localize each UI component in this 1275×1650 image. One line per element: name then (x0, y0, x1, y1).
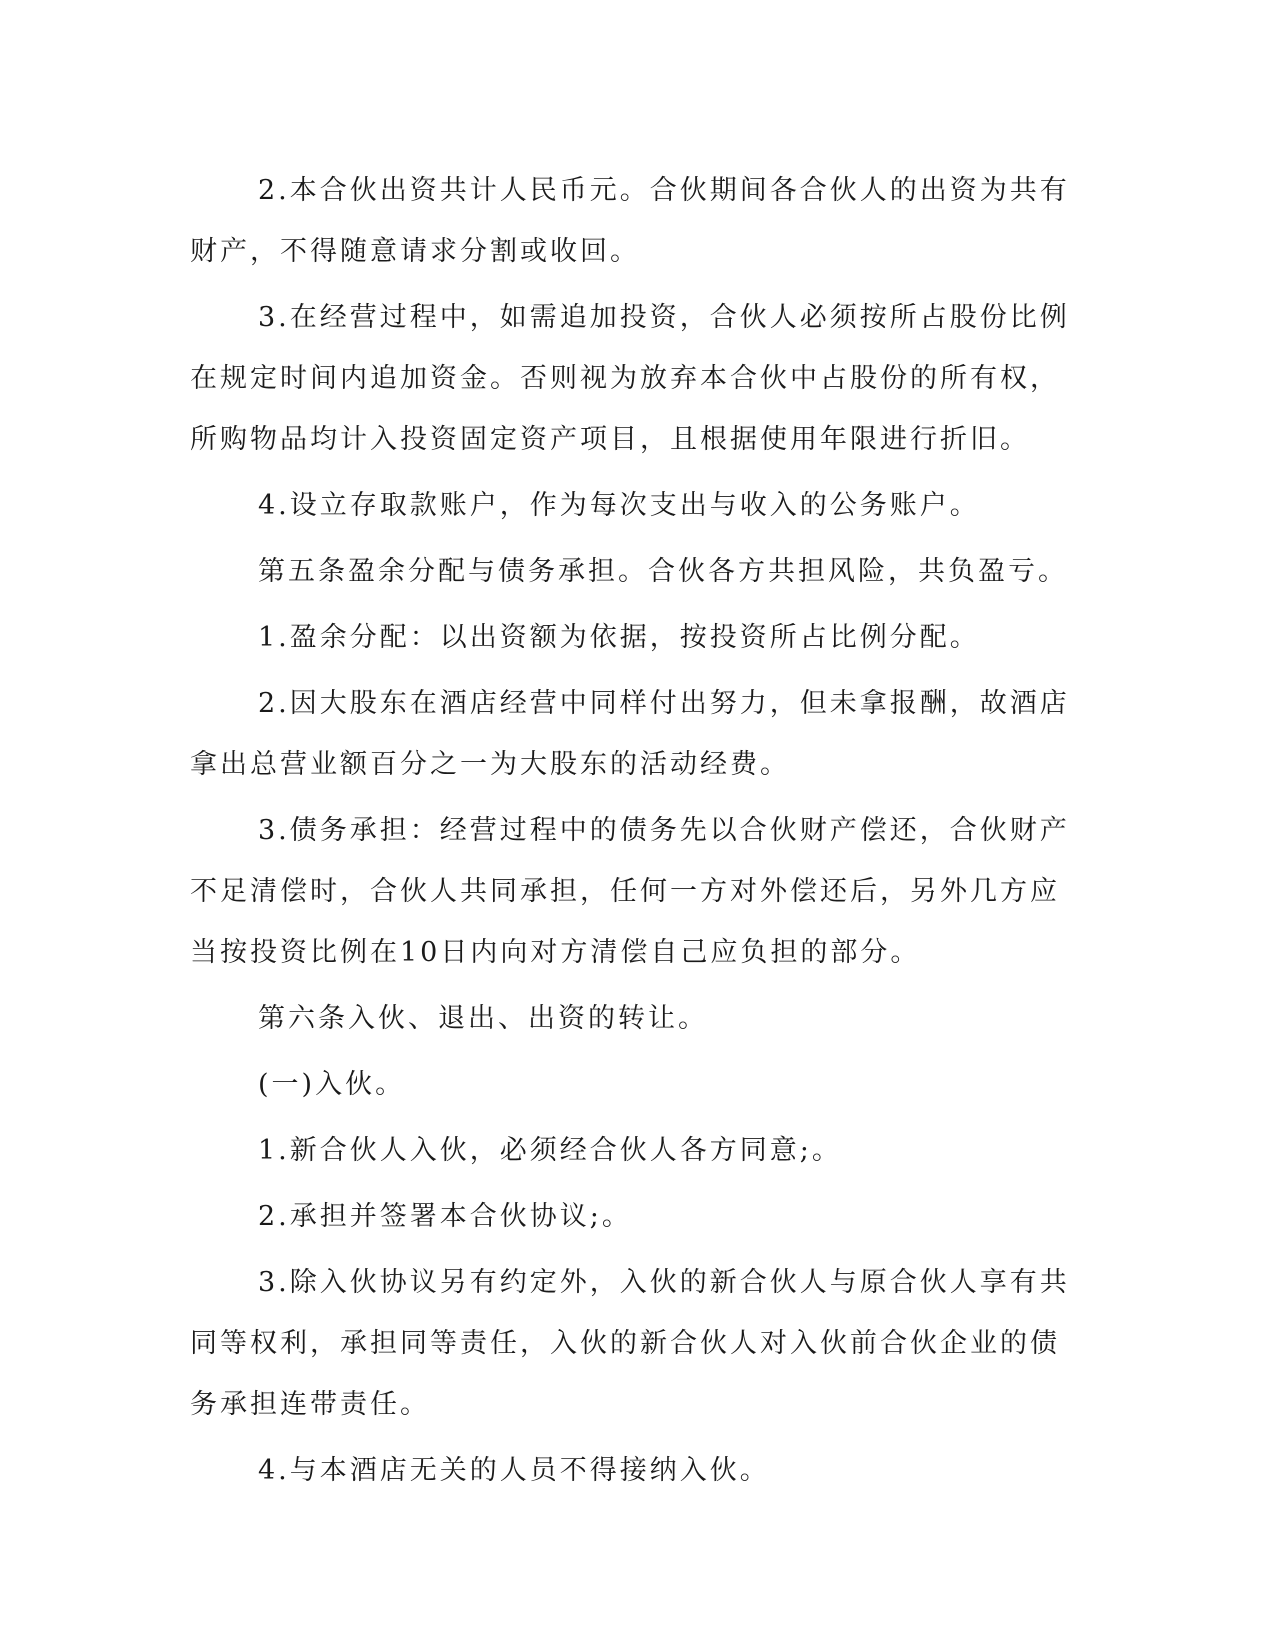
paragraph-article-five: 第五条盈余分配与债务承担。合伙各方共担风险，共负盈亏。 (258, 556, 1068, 587)
paragraph-major-shareholder-fund: 2.因大股东在酒店经营中同样付出努力，但未拿报酬，故酒店拿出总营业额百分之一为大股东的活动经费。 (190, 688, 1070, 780)
paragraph-debt-bearing: 3.债务承担：经营过程中的债务先以合伙财产偿还，合伙财产不足清偿时，合伙人共同承担，任何一方对外偿还后，另外几方应当按投资比例在10日内向对方清偿自己应负担的部分。 (190, 815, 1070, 968)
paragraph-additional-investment: 3.在经营过程中，如需追加投资，合伙人必须按所占股份比例在规定时间内追加资金。否则视为放弃本合伙中占股份的所有权，所购物品均计入投资固定资产项目，且根据使用年限进行折旧。 (190, 302, 1070, 455)
paragraph-capital-contribution: 2.本合伙出资共计人民币元。合伙期间各合伙人的出资为共有财产，不得随意请求分割或收回。 (190, 175, 1070, 267)
paragraph-article-six: 第六条入伙、退出、出资的转让。 (258, 1003, 708, 1034)
paragraph-admission-consent: 1.新合伙人入伙，必须经合伙人各方同意;。 (258, 1135, 842, 1166)
document-body (190, 160, 1070, 1506)
paragraph-profit-distribution: 1.盈余分配：以出资额为依据，按投资所占比例分配。 (258, 622, 980, 653)
paragraph-admission-restriction: 4.与本酒店无关的人员不得接纳入伙。 (258, 1455, 770, 1486)
paragraph-admission-rights: 3.除入伙协议另有约定外，入伙的新合伙人与原合伙人享有共同等权利，承担同等责任，入伙的新合伙人对入伙前合伙企业的债务承担连带责任。 (190, 1267, 1070, 1420)
paragraph-bank-account: 4.设立存取款账户，作为每次支出与收入的公务账户。 (258, 490, 980, 521)
paragraph-admission-heading: (一)入伙。 (258, 1069, 406, 1100)
paragraph-admission-sign: 2.承担并签署本合伙协议;。 (258, 1201, 632, 1232)
